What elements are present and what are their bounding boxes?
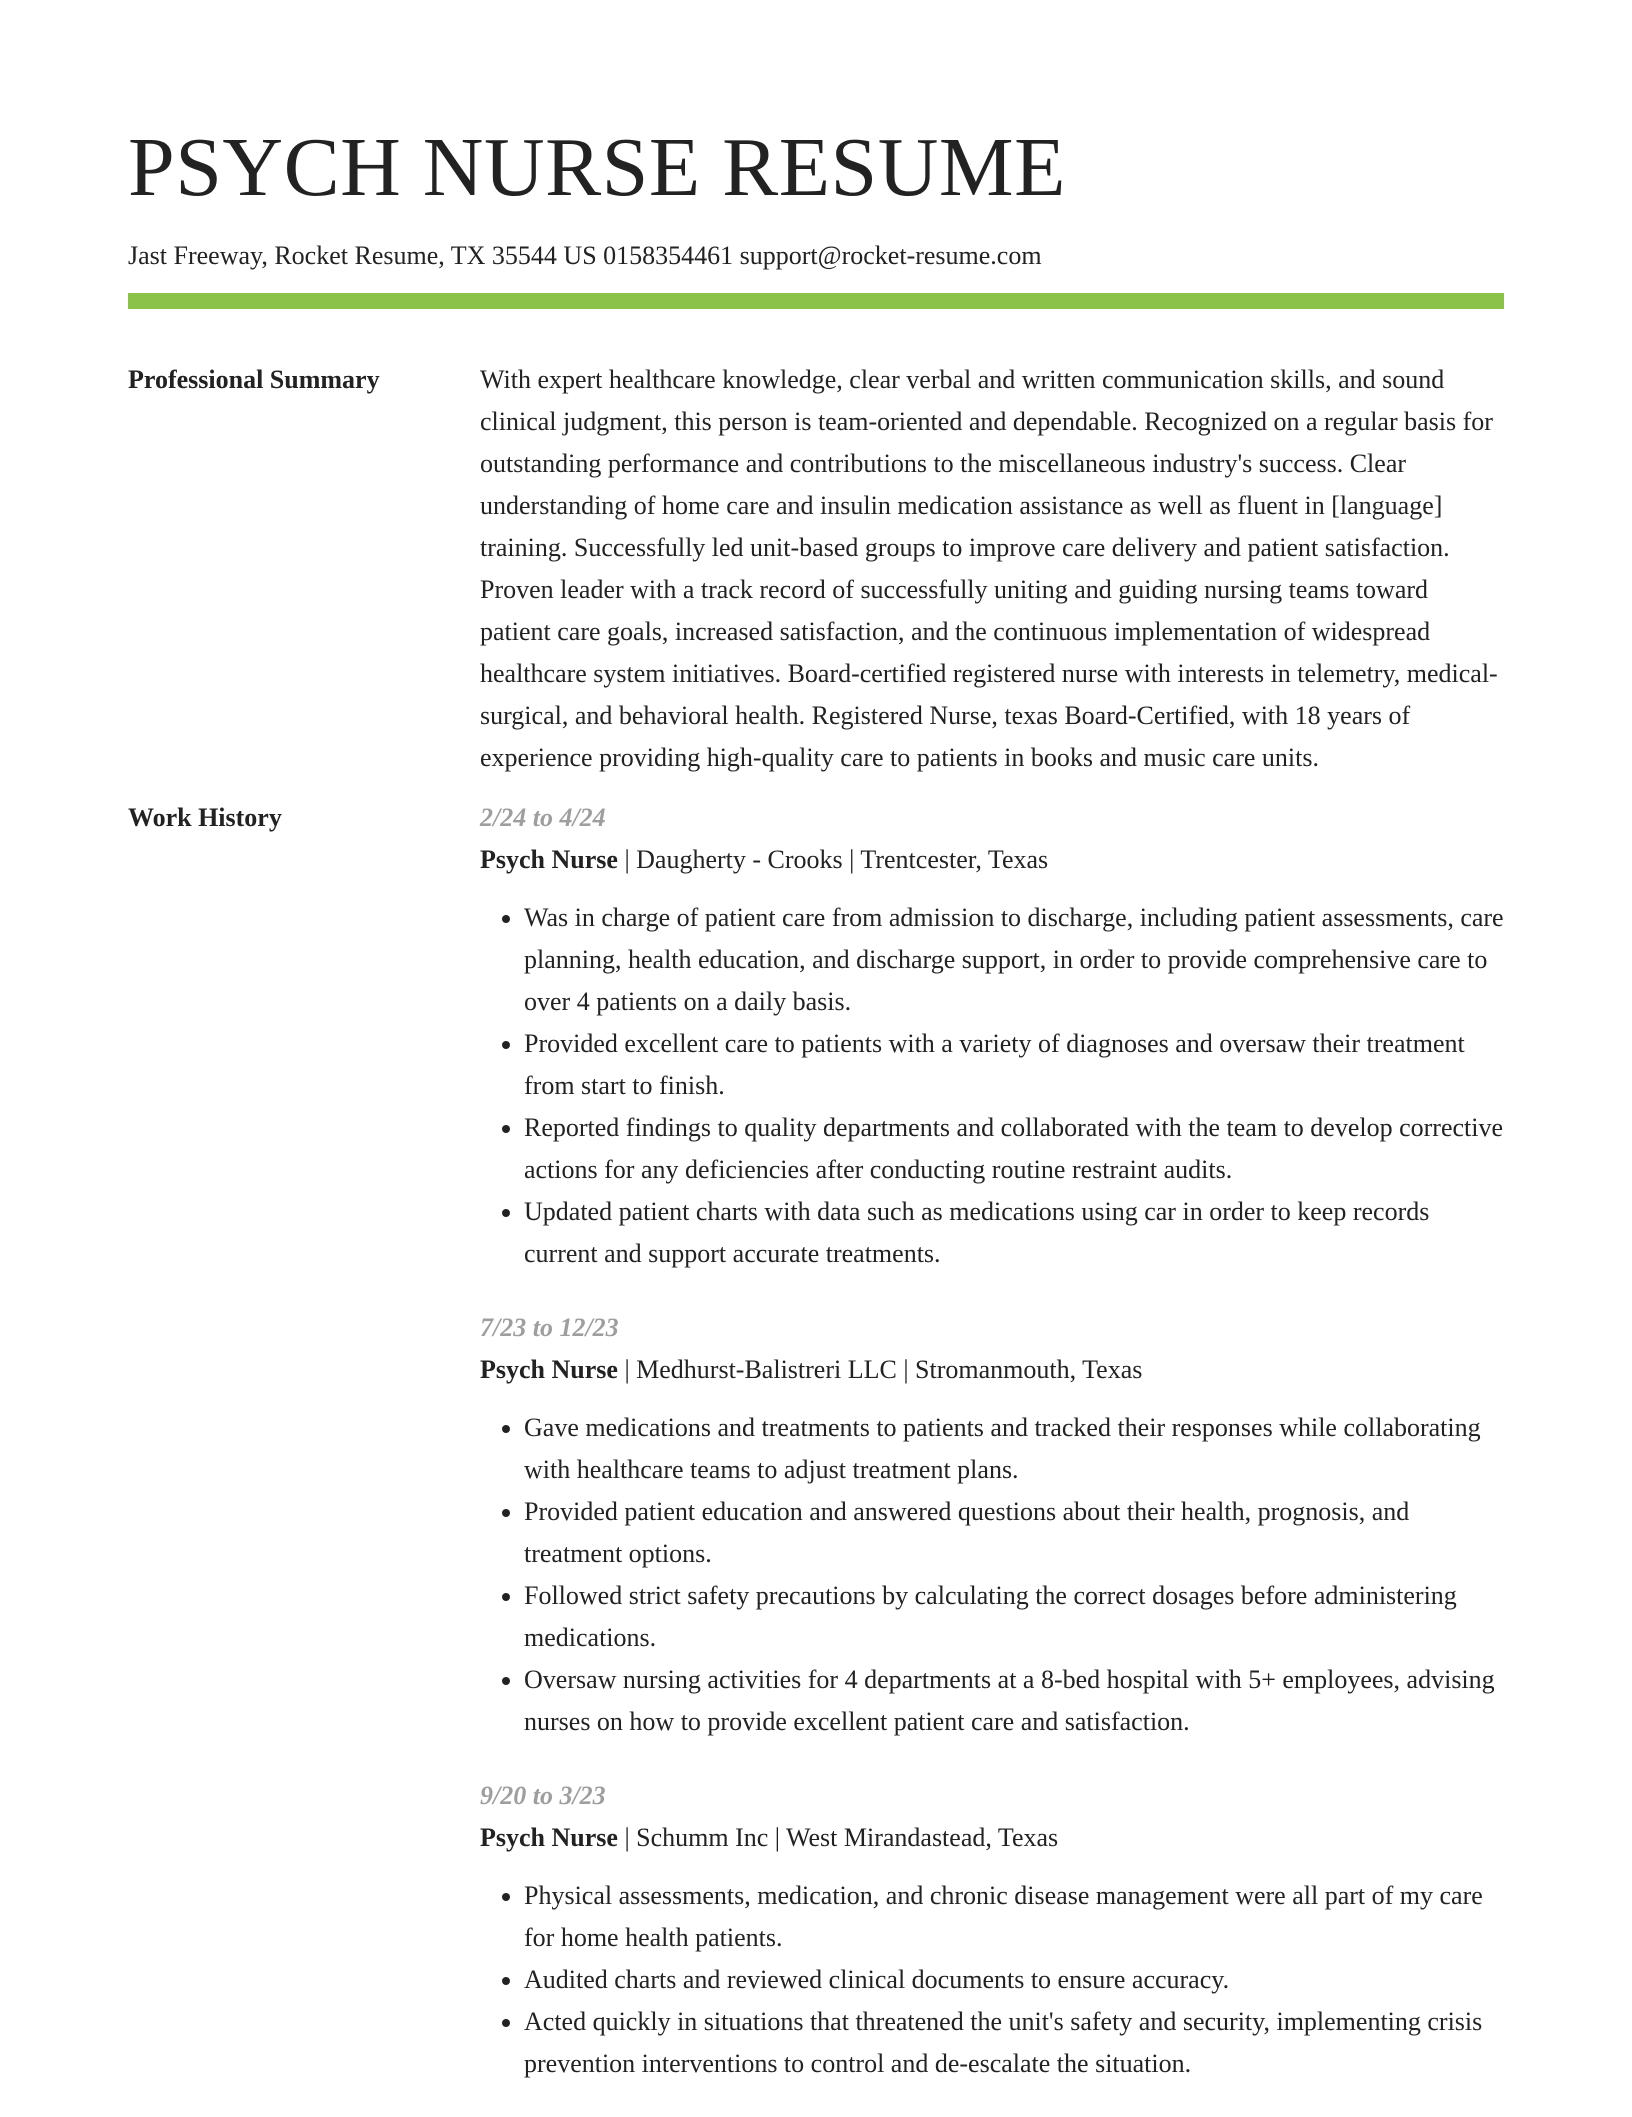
job-title: Psych Nurse xyxy=(480,845,618,875)
job-bullets xyxy=(480,897,1504,1275)
job-bullet: • Audited charts and reviewed clinical documents to ensure accuracy. xyxy=(524,1959,1504,2001)
section-label-work-history: Work History xyxy=(128,803,282,833)
header-divider xyxy=(128,293,1504,309)
job-dates: 9/20 to 3/23 xyxy=(480,1781,606,1811)
job-dates: 2/24 to 4/24 xyxy=(480,803,606,833)
job-employer-location: | Schumm Inc | West Mirandastead, Texas xyxy=(617,1823,1059,1853)
job-dates: 7/23 to 12/23 xyxy=(480,1313,619,1343)
job-bullets xyxy=(480,1407,1504,1743)
job-entry xyxy=(480,1775,1504,2085)
job-bullet: • Provided patient education and answered questions about their health, prognosis, and treatment options. xyxy=(524,1491,1504,1575)
job-bullet: • Updated patient charts with data such as medications using car in order to keep records current and support accurate treatments. xyxy=(524,1191,1504,1275)
summary-text: With expert healthcare knowledge, clear verbal and written communication skills, and sound clinical judgment, this person is team-oriented and dependable. Recognized on a regular basis for outstanding performance and contributions to the miscellaneous industry's success. Clear understanding of home care and insulin medication assistance as well as fluent in [language] training. Successfully led unit-based groups to improve care delivery and patient satisfaction. Proven leader with a track record of successfully uniting and guiding nursing teams toward patient care goals, increased satisfaction, and the continuous implementation of widespread healthcare system initiatives. Board-certified registered nurse with interests in telemetry, medical-surgical, and behavioral health. Registered Nurse, texas Board-Certified, with 18 years of experience providing high-quality care to patients in books and music care units. xyxy=(480,365,1498,773)
job-employer-location: | Daugherty - Crooks | Trentcester, Texas xyxy=(617,845,1049,875)
work-history-list xyxy=(480,797,1504,2117)
resume-header xyxy=(128,0,1504,309)
job-title: Psych Nurse xyxy=(480,1355,618,1385)
job-heading xyxy=(480,1349,1504,1391)
job-bullet: • Gave medications and treatments to patients and tracked their responses while collaborating with healthcare teams to adjust treatment plans. xyxy=(524,1407,1504,1491)
job-title: Psych Nurse xyxy=(480,1823,618,1853)
job-employer-location: | Medhurst-Balistreri LLC | Stromanmouth, Texas xyxy=(617,1355,1143,1385)
resume-title: PSYCH NURSE RESUME xyxy=(128,121,1066,214)
job-bullet: • Oversaw nursing activities for 4 departments at a 8-bed hospital with 5+ employees, advising nurses on how to provide excellent patient care and satisfaction. xyxy=(524,1659,1504,1743)
job-entry xyxy=(480,1307,1504,1743)
resume-page xyxy=(128,0,1504,2117)
job-bullet: • Acted quickly in situations that threatened the unit's safety and security, implementing crisis prevention interventions to control and de-escalate the situation. xyxy=(524,2001,1504,2085)
job-bullet: • Physical assessments, medication, and chronic disease management were all part of my care for home health patients. xyxy=(524,1875,1504,1959)
professional-summary-section xyxy=(128,359,1504,779)
section-label-summary: Professional Summary xyxy=(128,365,380,395)
job-entry xyxy=(480,797,1504,1275)
job-bullet: • Was in charge of patient care from admission to discharge, including patient assessments, care planning, health education, and discharge support, in order to provide comprehensive care to over 4 patients on a daily basis. xyxy=(524,897,1504,1023)
contact-line: Jast Freeway, Rocket Resume, TX 35544 US 0158354461 support@rocket-resume.com xyxy=(128,241,1042,270)
job-heading xyxy=(480,1817,1504,1859)
job-bullet: • Followed strict safety precautions by calculating the correct dosages before administering medications. xyxy=(524,1575,1504,1659)
job-heading xyxy=(480,839,1504,881)
job-bullets xyxy=(480,1875,1504,2085)
job-bullet: • Provided excellent care to patients with a variety of diagnoses and oversaw their treatment from start to finish. xyxy=(524,1023,1504,1107)
work-history-section xyxy=(128,797,1504,2117)
job-bullet: • Reported findings to quality departments and collaborated with the team to develop corrective actions for any deficiencies after conducting routine restraint audits. xyxy=(524,1107,1504,1191)
